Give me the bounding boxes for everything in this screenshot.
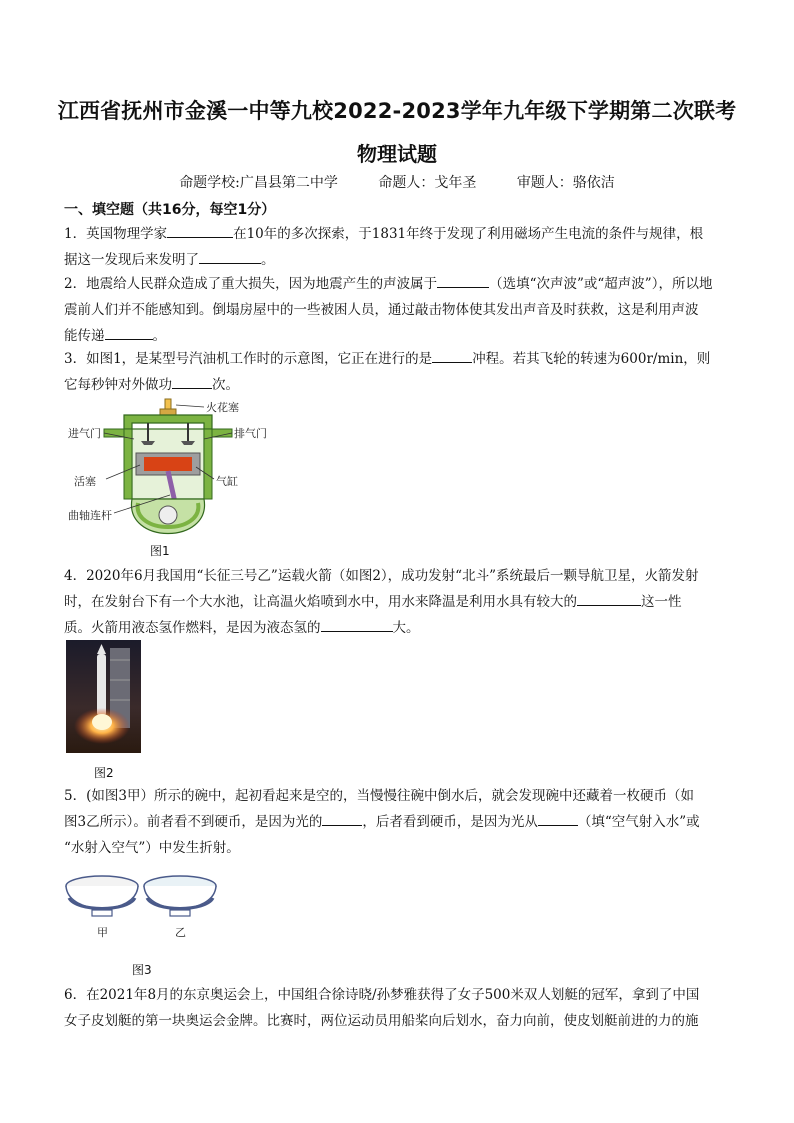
label-piston: 活塞	[74, 475, 96, 488]
bowls-figure	[64, 868, 224, 958]
section-heading: 一、填空题（共16分，每空1分）	[64, 202, 276, 218]
q5-blank-2[interactable]	[538, 811, 578, 826]
q4-text-a: 4．2020年6月我国用“长征三号乙”运载火箭（如图2），成功发射“北斗”系统最后一颗导航卫星，火箭发射	[64, 568, 699, 584]
q6-text-a: 6．在2021年8月的东京奥运会上，中国组合徐诗晓/孙梦雅获得了女子500米双人划艇的冠军，拿到了中国	[64, 987, 700, 1003]
label-bowl-jia: 甲	[97, 926, 108, 939]
question-5	[64, 783, 736, 861]
label-crank-rod: 曲轴连杆	[68, 509, 112, 522]
q2-blank-1[interactable]	[437, 273, 489, 288]
label-exhaust-valve: 排气门	[234, 427, 267, 440]
q5-text-c: ，后者看到硬币，是因为光从	[362, 814, 538, 830]
q3-blank-2[interactable]	[172, 374, 212, 389]
question-4	[64, 563, 736, 641]
q1-blank-1[interactable]	[167, 223, 233, 238]
label-bowl-yi: 乙	[175, 926, 186, 939]
q5-blank-1[interactable]	[322, 811, 362, 826]
q3-blank-1[interactable]	[432, 348, 472, 363]
rocket-launch-photo	[66, 640, 141, 753]
q2-text-a: 2．地震给人民群众造成了重大损失，因为地震产生的声波属于	[64, 276, 438, 292]
engine-diagram	[64, 395, 274, 540]
q5-text-e: “水射入空气”）中发生折射。	[64, 840, 240, 856]
question-2	[64, 271, 736, 349]
q4-text-b: 时，在发射台下有一个大水池，让高温火焰喷到水中，用水来降温是利用水具有较大的	[64, 594, 577, 610]
q4-text-c: 这一性	[641, 594, 682, 610]
q4-blank-1[interactable]	[577, 591, 641, 606]
label-intake-valve: 进气门	[68, 427, 101, 440]
page-title: 江西省抚州市金溪一中等九校2022-2023学年九年级下学期第二次联考	[57, 99, 737, 123]
q3-text-c: 它每秒钟对外做功	[64, 377, 172, 393]
q5-text-d: （填“空气射入水”或	[577, 814, 700, 830]
q1-text-b: 在10年的多次探索，于1831年终于发现了利用磁场产生电流的条件与规律，根	[233, 226, 704, 242]
q4-text-d: 质。火箭用液态氢作燃料，是因为液态氢的	[64, 620, 321, 636]
page-subtitle: 物理试题	[357, 142, 437, 166]
credits-line	[0, 172, 794, 192]
label-cylinder: 气缸	[216, 475, 238, 488]
q2-text-e: 。	[152, 328, 166, 344]
q1-text-a: 1．英国物理学家	[64, 226, 168, 242]
q1-blank-2[interactable]	[199, 249, 261, 264]
q5-text-a: 5．(如图3甲）所示的碗中，起初看起来是空的，当慢慢往碗中倒水后，就会发现碗中还藏着一枚硬币（如	[64, 788, 694, 804]
q3-text-b: 冲程。若其飞轮的转速为600r/min，则	[472, 351, 711, 367]
q5-text-b: 图3乙所示）。前者看不到硬币，是因为光的	[64, 814, 323, 830]
figure-1-caption: 图1	[150, 544, 170, 558]
figure-3-caption: 图3	[132, 963, 152, 977]
q3-text-d: 次。	[212, 377, 239, 393]
q6-text-b: 女子皮划艇的第一块奥运会金牌。比赛时，两位运动员用船桨向后划水，奋力向前，使皮划艇前进的力的施	[64, 1013, 699, 1029]
label-spark-plug: 火花塞	[206, 401, 239, 414]
q4-text-e: 大。	[392, 620, 420, 636]
credit-school: 命题学校:广昌县第二中学	[179, 175, 338, 191]
credit-author: 命题人：戈年圣	[378, 175, 477, 191]
q3-text-a: 3．如图1，是某型号汽油机工作时的示意图，它正在进行的是	[64, 351, 433, 367]
question-3	[64, 346, 736, 398]
credit-reviewer: 审题人：骆依洁	[516, 175, 615, 191]
q1-text-d: 。	[261, 252, 275, 268]
q4-blank-2[interactable]	[321, 617, 393, 632]
q2-text-d: 能传递	[64, 328, 105, 344]
figure-2-caption: 图2	[94, 766, 114, 780]
q2-blank-2[interactable]	[105, 325, 153, 340]
q2-text-b: （选填“次声波”或“超声波”），所以地	[489, 276, 713, 292]
question-1	[64, 221, 736, 273]
q1-text-c: 据这一发现后来发明了	[64, 252, 199, 268]
question-6	[64, 982, 736, 1034]
q2-text-c: 震前人们并不能感知到。倒塌房屋中的一些被困人员，通过敲击物体使其发出声音及时获救，这是利用声波	[64, 302, 699, 318]
